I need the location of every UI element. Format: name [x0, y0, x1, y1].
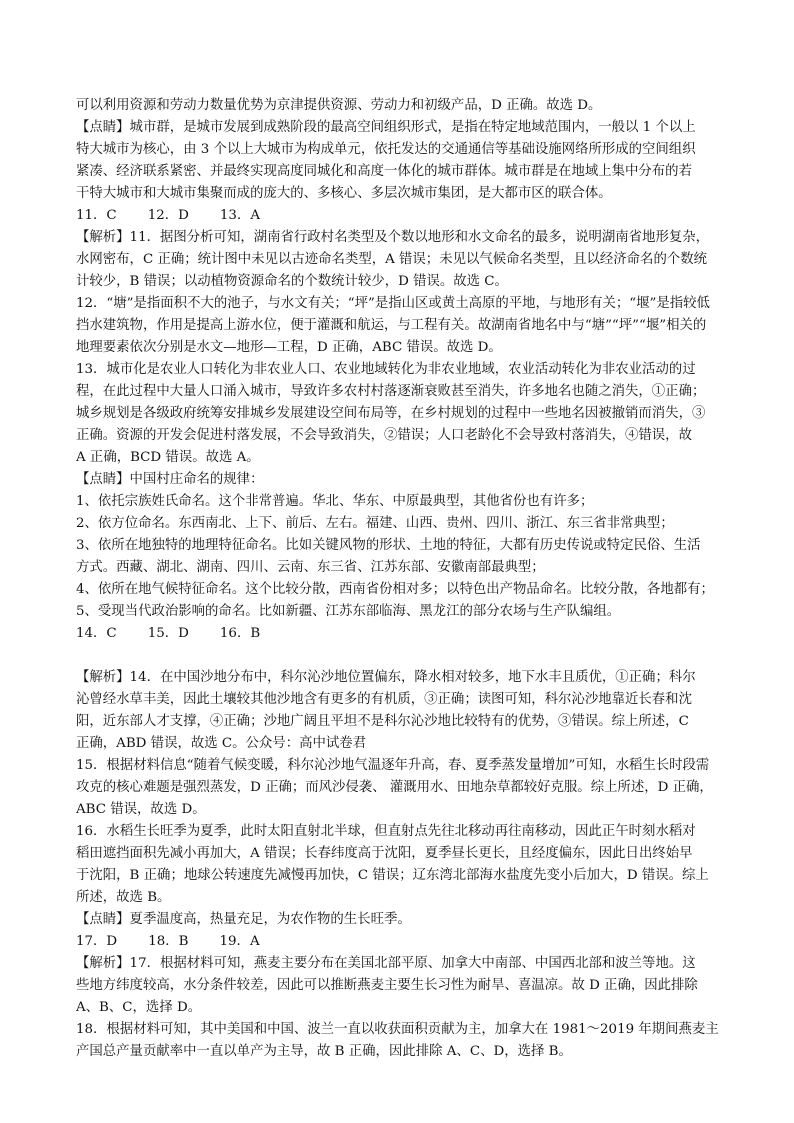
- text-line: 4、依所在地气候特征命名。这个比较分散，西南省份相对多；以特色出产物品命名。比较分散，各地都有；: [76, 582, 714, 597]
- text-line: 1、依托宗族姓氏命名。这个非常普遍。华北、华东、中原最典型，其他省份也有许多；: [76, 494, 594, 509]
- text-line: 12．“塘”是指面积不大的池子，与水文有关；“坪”是指山区或黄土高原的平地，与地形有关；“堰”是指较低: [76, 296, 710, 311]
- text-line: 18．根据材料可知，其中美国和中国、波兰一直以收获面积贡献为主，加拿大在 1981～2019 年期间燕麦主: [76, 1022, 719, 1037]
- text-line: 【点睛】城市群，是城市发展到成熟阶段的最高空间组织形式，是指在特定地域范围内，一般以 1 个以上: [76, 120, 696, 135]
- text-line: 产国总产量贡献率中一直以单产为主导，故 B 正确，因此排除 A、C、D，选择 B。: [76, 1044, 572, 1059]
- text-line: 【点睛】夏季温度高，热量充足，为农作物的生长旺季。: [76, 912, 411, 927]
- text-line: 13．城市化是农业人口转化为非农业人口、农业地域转化为非农业地域，农业活动转化为非农业活动的过: [76, 362, 696, 377]
- text-line: 地理要素依次分别是水文—地形—工程，D 正确，ABC 错误。故选 D。: [76, 340, 502, 355]
- text-line: 些地方纬度较高，水分条件较差，因此可以推断燕麦主要生长习性为耐旱、喜温凉。故 D 正确，因此排除: [76, 978, 698, 993]
- text-line: 城乡规划是各级政府统筹安排城乡发展建设空间布局等，在乡村规划的过程中一些地名因被撤销而消失，③: [76, 406, 706, 421]
- text-line: 16．水稻生长旺季为夏季，此时太阳直射北半球，但直射点先往北移动再往南移动，因此正午时刻水稻对: [76, 824, 696, 839]
- text-line: 可以利用资源和劳动力数量优势为京津提供资源、劳动力和初级产品，D 正确。故选 D。: [76, 98, 602, 113]
- text-line: 水网密布，C 正确；统计图中未见以古迹命名类型，A 错误；未见以气候命名类型，且以经济命名的个数统: [76, 252, 708, 267]
- text-line: 【解析】11．据图分析可知，湖南省行政村名类型及个数以地形和水文命名的最多，说明湖南省地形复杂，: [76, 230, 710, 245]
- text-line: 【解析】17．根据材料可知，燕麦主要分布在美国北部平原、加拿大中南部、中国西北部和波兰等地。这: [76, 956, 696, 971]
- text-line: 攻克的核心难题是强烈蒸发，D 正确；而风沙侵袭、 灌溉用水、田地杂草都较好克服。综上所述，D 正确，: [76, 780, 713, 795]
- text-line: 3、依所在地独特的地理特征命名。比如关键风物的形状、土地的特征，大都有历史传说或特定民俗、生活: [76, 538, 701, 553]
- text-line: 特大城市为核心，由 3 个以上大城市为构成单元，依托发达的交通通信等基础设施网络所形成的空间组织: [76, 142, 696, 157]
- text-line: 稻田遮挡面积先减小再加大，A 错误；长春纬度高于沈阳，夏季昼长更长，且经度偏东，因此日出终始早: [76, 846, 693, 861]
- text-line: A、B、C，选择 D。: [76, 1000, 202, 1015]
- text-line: 2、依方位命名。东西南北、上下、前后、左右。福建、山西、贵州、四川、浙江、东三省非常典型；: [76, 516, 674, 531]
- text-line: 紧凑、经济联系紧密、并最终实现高度同城化和高度一体化的城市群体。城市群是在地域上集中分布的若: [76, 164, 692, 179]
- document-page: [76, 95, 724, 1063]
- text-line: ABC 错误，故选 D。: [76, 802, 206, 817]
- text-line: 5、受现当代政治影响的命名。比如新疆、江苏东部临海、黑龙江的部分农场与生产队编组。: [76, 604, 621, 619]
- text-line: 【点睛】中国村庄命名的规律：: [76, 472, 264, 487]
- text-line: 程，在此过程中大量人口涌入城市，导致许多农村村落逐渐衰败甚至消失，许多地名也随之消失，①正确；: [76, 384, 706, 399]
- text-line: A 正确，BCD 错误。故选 A。: [76, 450, 260, 465]
- text-line: 所述，故选 B。: [76, 890, 171, 905]
- text-line: 沁曾经水草丰美，因此土壤较其他沙地含有更多的有机质，③正确；读图可知，科尔沁沙地靠近长春和沈: [76, 692, 692, 707]
- answer-line: 11．C 12．D 13．A: [76, 208, 261, 223]
- text-line: 干特大城市和大城市集聚而成的庞大的、多核心、多层次城市集团，是大都市区的联合体。: [76, 186, 612, 201]
- text-line: 于沈阳，B 正确；地球公转速度先减慢再加快，C 错误；辽东湾北部海水盐度先变小后加大，D 错误。综上: [76, 868, 709, 883]
- text-line: 15．根据材料信息“随着气候变暖，科尔沁沙地气温逐年升高，春、夏季蒸发量增加”可知，水稻生长时段需: [76, 758, 710, 773]
- text-line: 方式。西藏、湖北、湖南、四川、云南、东三省、江苏东部、安徽南部最典型；: [76, 560, 545, 575]
- text-line: 挡水建筑物，作用是提高上游水位，便于灌溉和航运，与工程有关。故湖南省地名中与“塘”“坪”“堰”相关的: [76, 318, 707, 333]
- text-line: 正确。资源的开发会促进村落发展，不会导致消失，②错误；人口老龄化不会导致村落消失，④错误，故: [76, 428, 692, 443]
- text-line: 计较少，B 错误；以动植物资源命名的个数统计较少，D 错误。故选 C。: [76, 274, 508, 289]
- answer-line: 17．D 18．B 19．A: [76, 934, 260, 949]
- text-line: 阳，近东部人才支撑，④正确；沙地广阔且平坦不是科尔沁沙地比较特有的优势，③错误。综上所述，C: [76, 714, 689, 729]
- blank-line: [76, 645, 724, 667]
- answer-line: 14．C 15．D 16．B: [76, 626, 261, 641]
- text-line: 【解析】14．在中国沙地分布中，科尔沁沙地位置偏东，降水相对较多，地下水丰且质优，①正确；科尔: [76, 670, 696, 685]
- text-line: 正确，ABD 错误，故选 C。公众号：高中试卷君: [76, 736, 367, 751]
